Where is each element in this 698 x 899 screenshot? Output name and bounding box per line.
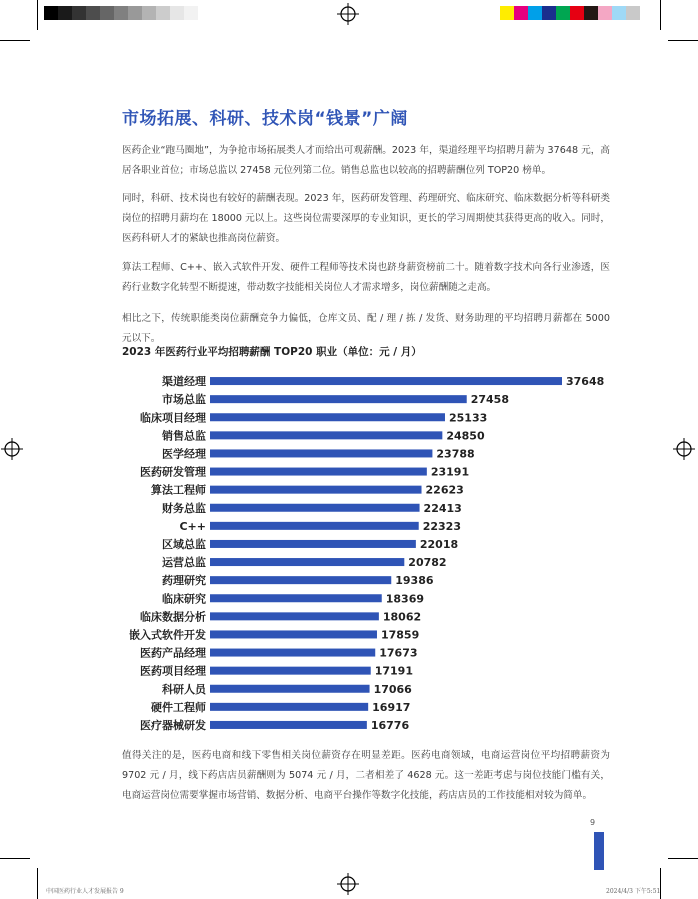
crop-line: [660, 0, 661, 30]
color-swatch: [128, 6, 142, 20]
crop-line: [668, 858, 698, 859]
color-swatch: [500, 6, 514, 20]
chart-category-label: 渠道经理: [162, 375, 206, 389]
color-swatch: [114, 6, 128, 20]
chart-bar: [210, 721, 367, 729]
chart-value-label: 20782: [408, 556, 447, 570]
print-color-bar: [500, 6, 640, 20]
chart-value-label: 17066: [373, 682, 412, 696]
chart-value-label: 16917: [372, 700, 411, 714]
body-paragraph: 算法工程师、C++、嵌入式软件开发、硬件工程师等技术岗也跻身薪资榜前二十。随着数字技术向各行业渗透，医药行业数字化转型不断提速，带动数字技能相关岗位人才需求增多，岗位薪酬随之走高。: [122, 262, 610, 293]
chart-value-label: 22413: [423, 501, 462, 515]
chart-bar: [210, 667, 371, 675]
chart-bar: [210, 649, 375, 657]
chart-bar: [210, 431, 442, 439]
chart-category-label: 药理研究: [162, 574, 206, 588]
chart-bar: [210, 486, 422, 494]
color-swatch: [142, 6, 156, 20]
color-swatch: [598, 6, 612, 20]
crop-line: [0, 40, 30, 41]
chart-category-label: 财务总监: [162, 501, 206, 515]
chart-value-label: 23191: [430, 465, 470, 479]
chart-category-label: 医药产品经理: [140, 646, 206, 660]
color-swatch: [184, 6, 198, 20]
color-swatch: [156, 6, 170, 20]
chart-bar: [210, 377, 562, 385]
chart-bar: [210, 703, 368, 711]
chart-category-label: 医学经理: [162, 447, 206, 461]
crop-line: [668, 40, 698, 41]
footer-left: 中国医药行业人才发展报告 9: [46, 888, 124, 895]
chart-value-label: 27458: [470, 393, 510, 407]
registration-mark-icon: [673, 438, 695, 460]
color-swatch: [570, 6, 584, 20]
chart-bar: [210, 522, 419, 530]
chart-bar: [210, 630, 377, 638]
crop-line: [0, 858, 30, 859]
section-title: 市场拓展、科研、技术岗“钱景”广阔: [122, 109, 408, 129]
chart-bar: [210, 540, 416, 548]
color-swatch: [514, 6, 528, 20]
chart-value-label: 24850: [446, 429, 485, 443]
salary-bar-chart: [112, 368, 612, 738]
print-gray-bar: [44, 6, 212, 20]
chart-value-label: 22623: [425, 483, 464, 497]
chart-value-label: 25133: [448, 411, 488, 425]
chart-value-label: 17191: [374, 664, 414, 678]
chart-category-label: 算法工程师: [151, 483, 206, 497]
color-swatch: [584, 6, 598, 20]
color-swatch: [198, 6, 212, 20]
chart-value-label: 37648: [566, 375, 605, 389]
chart-value-label: 22018: [419, 537, 459, 551]
color-swatch: [86, 6, 100, 20]
chart-category-label: C++: [179, 519, 206, 533]
body-paragraph: 值得关注的是，医药电商和线下零售相关岗位薪资存在明显差距。医药电商领域，电商运营岗位平均招聘薪资为 9702 元 / 月，线下药店店员薪酬则为 5074 元 / 月，二者相差了 4628 元。这一差距考虑与岗位技能门槛有关，电商运营岗位需要掌握市场营销、数据分析、电商平台操作等数字化技能，药店店员的工作技能相对较为简单。: [122, 750, 610, 801]
chart-category-label: 嵌入式软件开发: [129, 628, 206, 642]
chart-value-label: 16776: [370, 718, 410, 732]
page-tab: [594, 832, 604, 870]
chart-bar: [210, 685, 370, 693]
chart-bar: [210, 449, 432, 457]
chart-category-label: 区域总监: [162, 537, 206, 551]
color-swatch: [100, 6, 114, 20]
chart-category-label: 硬件工程师: [151, 700, 206, 714]
chart-bar: [210, 594, 382, 602]
chart-value-label: 17673: [379, 646, 418, 660]
chart-value-label: 18062: [382, 610, 422, 624]
chart-bar: [210, 612, 379, 620]
color-swatch: [72, 6, 86, 20]
chart-category-label: 科研人员: [162, 682, 206, 696]
body-paragraph: 相比之下，传统职能类岗位薪酬竞争力偏低，仓库文员、配 / 理 / 拣 / 发货、财务助理的平均招聘月薪都在 5000 元以下。: [122, 313, 610, 344]
page-number: 9: [590, 818, 596, 827]
chart-category-label: 运营总监: [162, 556, 206, 570]
chart-category-label: 市场总监: [162, 393, 206, 407]
color-swatch: [612, 6, 626, 20]
color-swatch: [170, 6, 184, 20]
chart-title: 2023 年医药行业平均招聘薪酬 TOP20 职业（单位：元 / 月）: [122, 346, 422, 358]
footer-timestamp: 2024/4/3 下午5:51: [606, 888, 661, 895]
color-swatch: [542, 6, 556, 20]
registration-mark-icon: [337, 3, 359, 25]
color-swatch: [528, 6, 542, 20]
chart-value-label: 17859: [380, 628, 420, 642]
chart-bar: [210, 468, 427, 476]
chart-bar: [210, 558, 404, 566]
chart-bar: [210, 576, 391, 584]
chart-value-label: 19386: [395, 574, 434, 588]
color-swatch: [44, 6, 58, 20]
color-swatch: [58, 6, 72, 20]
registration-mark-icon: [1, 438, 23, 460]
chart-value-label: 23788: [436, 447, 475, 461]
chart-category-label: 医疗器械研发: [140, 718, 206, 732]
chart-category-label: 临床研究: [162, 592, 206, 606]
chart-bar: [210, 413, 445, 421]
chart-bar: [210, 395, 467, 403]
body-paragraph: 同时，科研、技术岗也有较好的薪酬表现。2023 年，医药研发管理、药理研究、临床研究、临床数据分析等科研类岗位的招聘月薪均在 18000 元以上。这些岗位需要深厚的专业知识，更长的学习周期使其获得更高的收入。同时，医药科研人才的紧缺也推高岗位薪资。: [122, 193, 610, 244]
chart-category-label: 临床数据分析: [140, 610, 206, 624]
color-swatch: [556, 6, 570, 20]
crop-line: [37, 0, 38, 30]
body-paragraph: 医药企业“跑马圈地”，为争抢市场拓展类人才而给出可观薪酬。2023 年，渠道经理平均招聘月薪为 37648 元，高居各职业首位；市场总监以 27458 元位列第二位。销售总监也以较高的招聘薪酬位列 TOP20 榜单。: [122, 145, 610, 176]
chart-category-label: 医药项目经理: [140, 664, 206, 678]
chart-category-label: 临床项目经理: [140, 411, 206, 425]
crop-line: [37, 868, 38, 899]
chart-value-label: 18369: [385, 592, 425, 606]
chart-value-label: 22323: [422, 519, 461, 533]
registration-mark-icon: [337, 873, 359, 895]
color-swatch: [626, 6, 640, 20]
chart-bar: [210, 504, 420, 512]
chart-category-label: 医药研发管理: [140, 465, 206, 479]
chart-category-label: 销售总监: [162, 429, 206, 443]
